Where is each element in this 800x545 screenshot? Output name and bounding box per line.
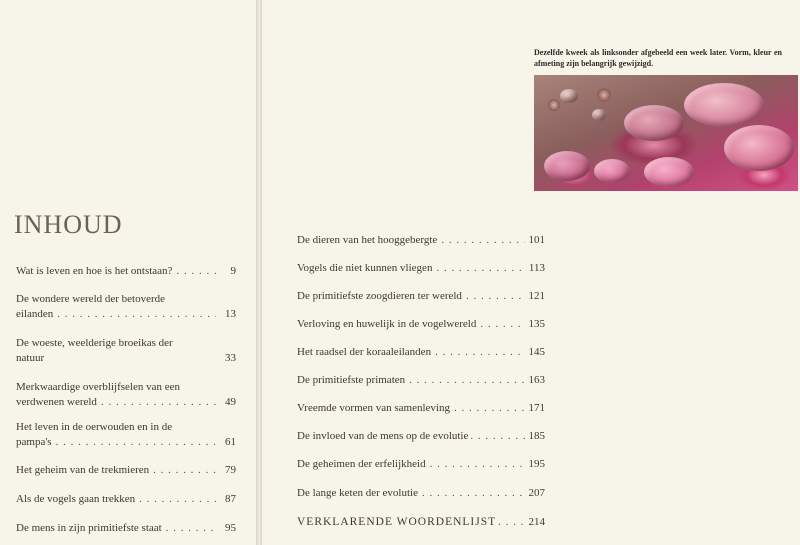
bubble <box>624 105 684 141</box>
left-page <box>0 0 259 545</box>
photo-caption: Dezelfde kweek als linksonder afgebeeld een week later. Vorm, kleur en afmeting zijn belangrijk gewijzigd. <box>534 48 782 68</box>
toc-entry: De primitiefste zoogdieren ter wereld . . . 121 <box>297 289 545 304</box>
toc-entry: De invloed van de mens op de evolutie . . . 185 <box>297 429 545 444</box>
bubble <box>560 89 578 103</box>
toc-entry: De geheimen der erfelijkheid . . . 195 <box>297 457 545 472</box>
toc-entry: Het geheim van de trekmieren . . . 79 <box>16 463 236 478</box>
bubble <box>684 83 764 127</box>
culture-photo <box>534 75 798 191</box>
toc-entry: De wondere wereld der betoverde eilanden . . . 13 <box>16 292 236 322</box>
toc-entry: Het raadsel der koraaleilanden . . . 145 <box>297 345 545 360</box>
bubble <box>544 151 590 181</box>
toc-entry: Het leven in de oerwouden en in de pampa's . . . 61 <box>16 420 236 450</box>
toc-entry: Als de vogels gaan trekken . . . 87 <box>16 492 236 507</box>
toc-entry: Wat is leven en hoe is het ontstaan? . . . 9 <box>16 264 236 279</box>
bubble <box>724 125 794 171</box>
contents-heading: INHOUD <box>14 210 123 239</box>
toc-entry: De mens in zijn primitiefste staat . . . 95 <box>16 521 236 536</box>
toc-entry: De primitiefste primaten . . . 163 <box>297 373 545 388</box>
toc-entry: Vreemde vormen van samenleving . . . 171 <box>297 401 545 416</box>
toc-entry: De dieren van het hooggebergte . . . 101 <box>297 233 545 248</box>
toc-entry: VERKLARENDE WOORDENLIJST . . . 214 <box>297 515 545 530</box>
toc-entry: Verloving en huwelijk in de vogelwereld . . . 135 <box>297 317 545 332</box>
bubble <box>594 159 630 183</box>
toc-entry: De lange keten der evolutie . . . 207 <box>297 486 545 501</box>
toc-entry: De woeste, weelderige broeikas der natuur 33 <box>16 337 236 364</box>
toc-entry: Merkwaardige overblijfselen van een verdwenen wereld . . . 49 <box>16 380 236 410</box>
toc-entry: Vogels die niet kunnen vliegen . . . 113 <box>297 261 545 276</box>
bubble <box>592 109 606 121</box>
bubble <box>644 157 694 187</box>
